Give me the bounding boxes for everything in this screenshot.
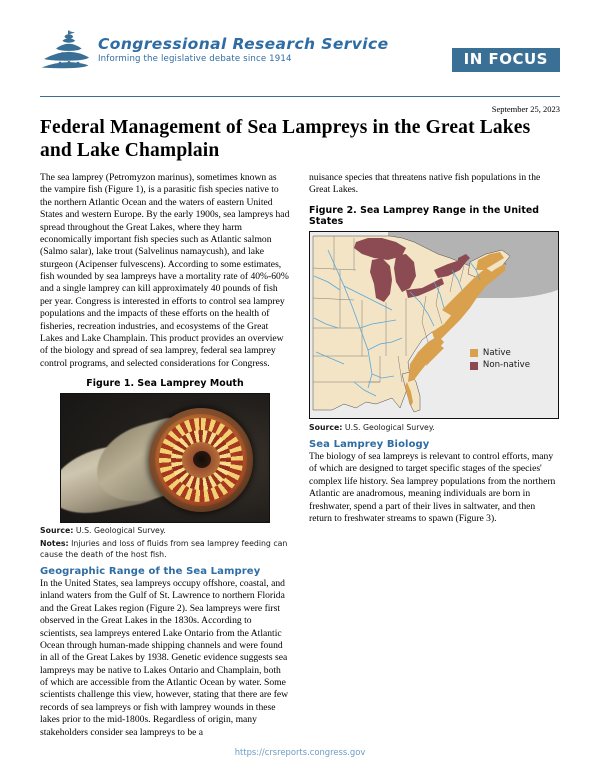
section-heading-geographic-range: Geographic Range of the Sea Lamprey (40, 566, 261, 578)
figure1-source (40, 526, 290, 536)
geographic-range-paragraph: In the United States, sea lampreys occupy offshore, coastal, and inland waters from the Gulf of St. Lawrence to northern Florida and the Great Lakes region (Figure 2). Sea lampreys were first observed in the Great Lakes in the 1830s. According to scientists, sea lampreys entered Lake Ontario from the Atlantic Ocean through human-made shipping channels and were found in all of the Great Lakes by 1938. Genetic evidence suggests sea lampreys may be native to Lakes Ontario and Champlain, both of which are accessible from the Atlantic Ocean by water. Some scientists challenge this view, however, stating that there are few records of sea lampreys or fish with lamprey wounds in these lakes prior to the mid-1800s. Regardless of origin, many stakeholders consider sea lampreys to be a (40, 578, 289, 738)
figure2-source-text: U.S. Geological Survey. (342, 422, 435, 432)
figure2-source (309, 423, 559, 433)
map-nonnative-champlain (458, 254, 470, 264)
legend-swatch-native (470, 349, 478, 357)
section-heading-sea-lamprey-biology: Sea Lamprey Biology (309, 439, 430, 451)
sea-lamprey-biology-paragraph: The biology of sea lampreys is relevant to control efforts, many of which are designed to target specific stages of the species' complex life history. Sea lamprey populations from the northern Atlantic are anadromous, meaning individuals are born in freshwater, spend a part of their lives in saltwater, and then return to freshwater streams to spawn (Figure 3). (309, 451, 556, 524)
figure1-source-label: Source: (40, 526, 74, 535)
lamprey-mouth-outer-ring (149, 408, 253, 512)
header-divider (40, 96, 560, 97)
legend-swatch-non-native (470, 362, 478, 370)
page-title: Federal Management of Sea Lampreys in the Great Lakes and Lake Champlain (40, 117, 531, 161)
figure1-notes-label: Notes: (40, 539, 69, 549)
publication-date: September 25, 2023 (491, 104, 560, 114)
org-name: Congressional Research Service (98, 35, 389, 53)
right-column (309, 172, 559, 533)
figure1-notes-text: Injuries and loss of fluids from sea lamprey feeding can cause the death of the host fish. (40, 539, 288, 559)
in-focus-badge: IN FOCUS (452, 48, 560, 72)
legend-label-native: Native (482, 347, 511, 358)
masthead (40, 0, 560, 88)
figure2-title: Figure 2. Sea Lamprey Range in the United States (309, 204, 540, 227)
map-legend (470, 347, 530, 372)
figure2-source-label: Source: (309, 422, 343, 432)
content-columns (40, 172, 560, 747)
legend-item-native (470, 347, 530, 359)
figure1-notes (40, 539, 290, 560)
continued-paragraph: nuisance species that threatens native fish populations in the Great Lakes. (309, 172, 541, 196)
legend-label-non-native: Non-native (482, 360, 530, 371)
figure2-image (309, 231, 559, 419)
legend-item-non-native (470, 359, 530, 371)
lamprey-throat (193, 451, 211, 468)
map-vector-layer (310, 232, 558, 418)
crs-wordmark (98, 30, 389, 64)
intro-paragraph: The sea lamprey (Petromyzon marinus), sometimes known as the vampire fish (Figure 1), is a parasitic fish species native to the northern Atlantic Ocean and the waters of eastern United States and western Europe. By the early 1900s, sea lampreys had spread throughout the Great Lakes, where they harm economically important fish species such as Atlantic salmon (Salmo salar), lake trout (Salvelinus namaycush), and lake sturgeon (Acipenser fulvescens). According to some estimates, fish wounded by sea lampreys have a mortality rate of 40%-60% and a single lamprey can kill approximately 40 pounds of fish per year. Congress is interested in efforts to control sea lamprey populations and the impacts of these efforts on the health of fisheries, recreation industries, and ecosystems of the Great Lakes and Lake Champlain. This product provides an overview of the biology and spread of sea lamprey, federal sea lamprey control programs, and selected considerations for Congress. (40, 172, 290, 369)
left-column (40, 172, 290, 747)
figure1-source-text: U.S. Geological Survey. (73, 526, 166, 535)
crs-capitol-dome-logo (40, 30, 92, 70)
footer-url[interactable]: https://crsreports.congress.gov (234, 747, 366, 757)
org-tagline: Informing the legislative debate since 1914 (98, 54, 292, 65)
figure1-image (60, 393, 270, 523)
figure1-title: Figure 1. Sea Lamprey Mouth (86, 378, 244, 389)
